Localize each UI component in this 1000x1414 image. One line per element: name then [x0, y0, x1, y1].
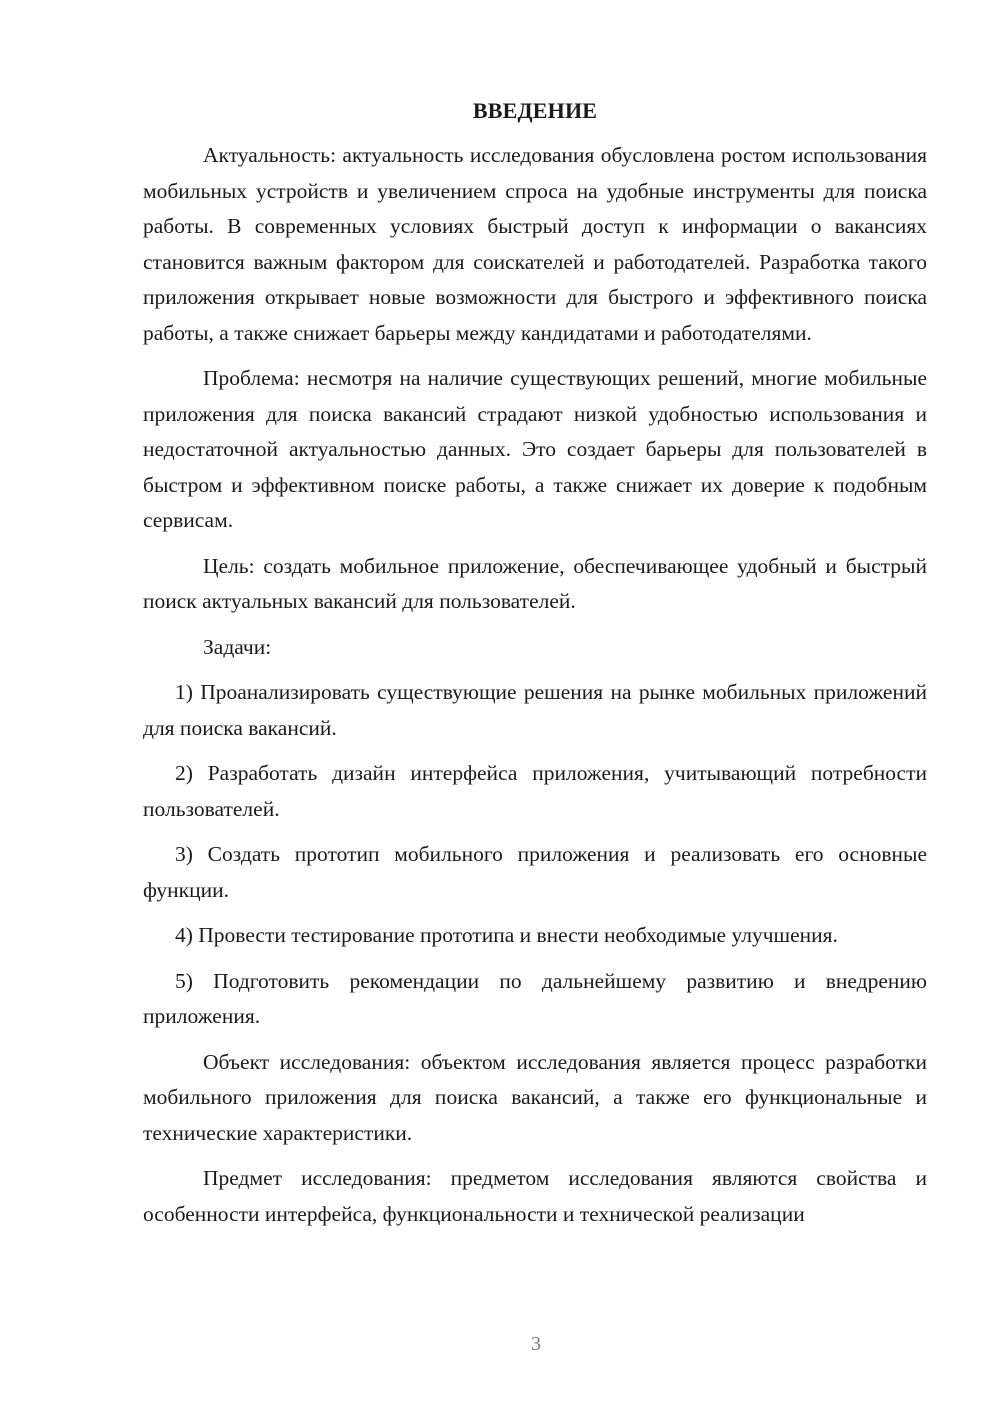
- task-item-4: 4) Провести тестирование прототипа и внести необходимые улучшения.: [175, 923, 838, 947]
- paragraph-goal: Цель: создать мобильное приложение, обеспечивающее удобный и быстрый поиск актуальных вакансий для пользователей.: [143, 553, 927, 613]
- task-item-1: 1) Проанализировать существующие решения на рынке мобильных приложений для поиска вакансий.: [143, 680, 927, 740]
- page-number: 3: [531, 1333, 541, 1355]
- paragraph-object: Объект исследования: объектом исследования является процесс разработки мобильного приложения для поиска вакансий, а также его функциональные и технические характеристики.: [143, 1049, 927, 1145]
- task-item-2: 2) Разработать дизайн интерфейса приложения, учитывающий потребности пользователей.: [143, 761, 927, 821]
- paragraph-relevance: Актуальность: актуальность исследования обусловлена ростом использования мобильных устройств и увеличением спроса на удобные инструменты для поиска работы. В современных условиях быстрый доступ к информации о вакансиях становится важным фактором для соискателей и работодателей. Разработка такого приложения открывает новые возможности для быстрого и эффективного поиска работы, а также снижает барьеры между кандидатами и работодателями.: [143, 143, 927, 345]
- task-item-3: 3) Создать прототип мобильного приложения и реализовать его основные функции.: [143, 842, 927, 902]
- task-item-5: 5) Подготовить рекомендации по дальнейшему развитию и внедрению приложения.: [143, 968, 927, 1028]
- document-page: [143, 93, 927, 1232]
- paragraph-problem: Проблема: несмотря на наличие существующих решений, многие мобильные приложения для поиска вакансий страдают низкой удобностью использования и недостаточной актуальностью данных. Это создает барьеры для пользователей в быстром и эффективном поиске работы, а также снижает их доверие к подобным сервисам.: [143, 366, 927, 532]
- tasks-heading: Задачи:: [203, 634, 272, 659]
- paragraph-subject: Предмет исследования: предметом исследования являются свойства и особенности интерфейса, функциональности и технической реализации: [143, 1166, 927, 1226]
- page-title: ВВЕДЕНИЕ: [472, 98, 598, 123]
